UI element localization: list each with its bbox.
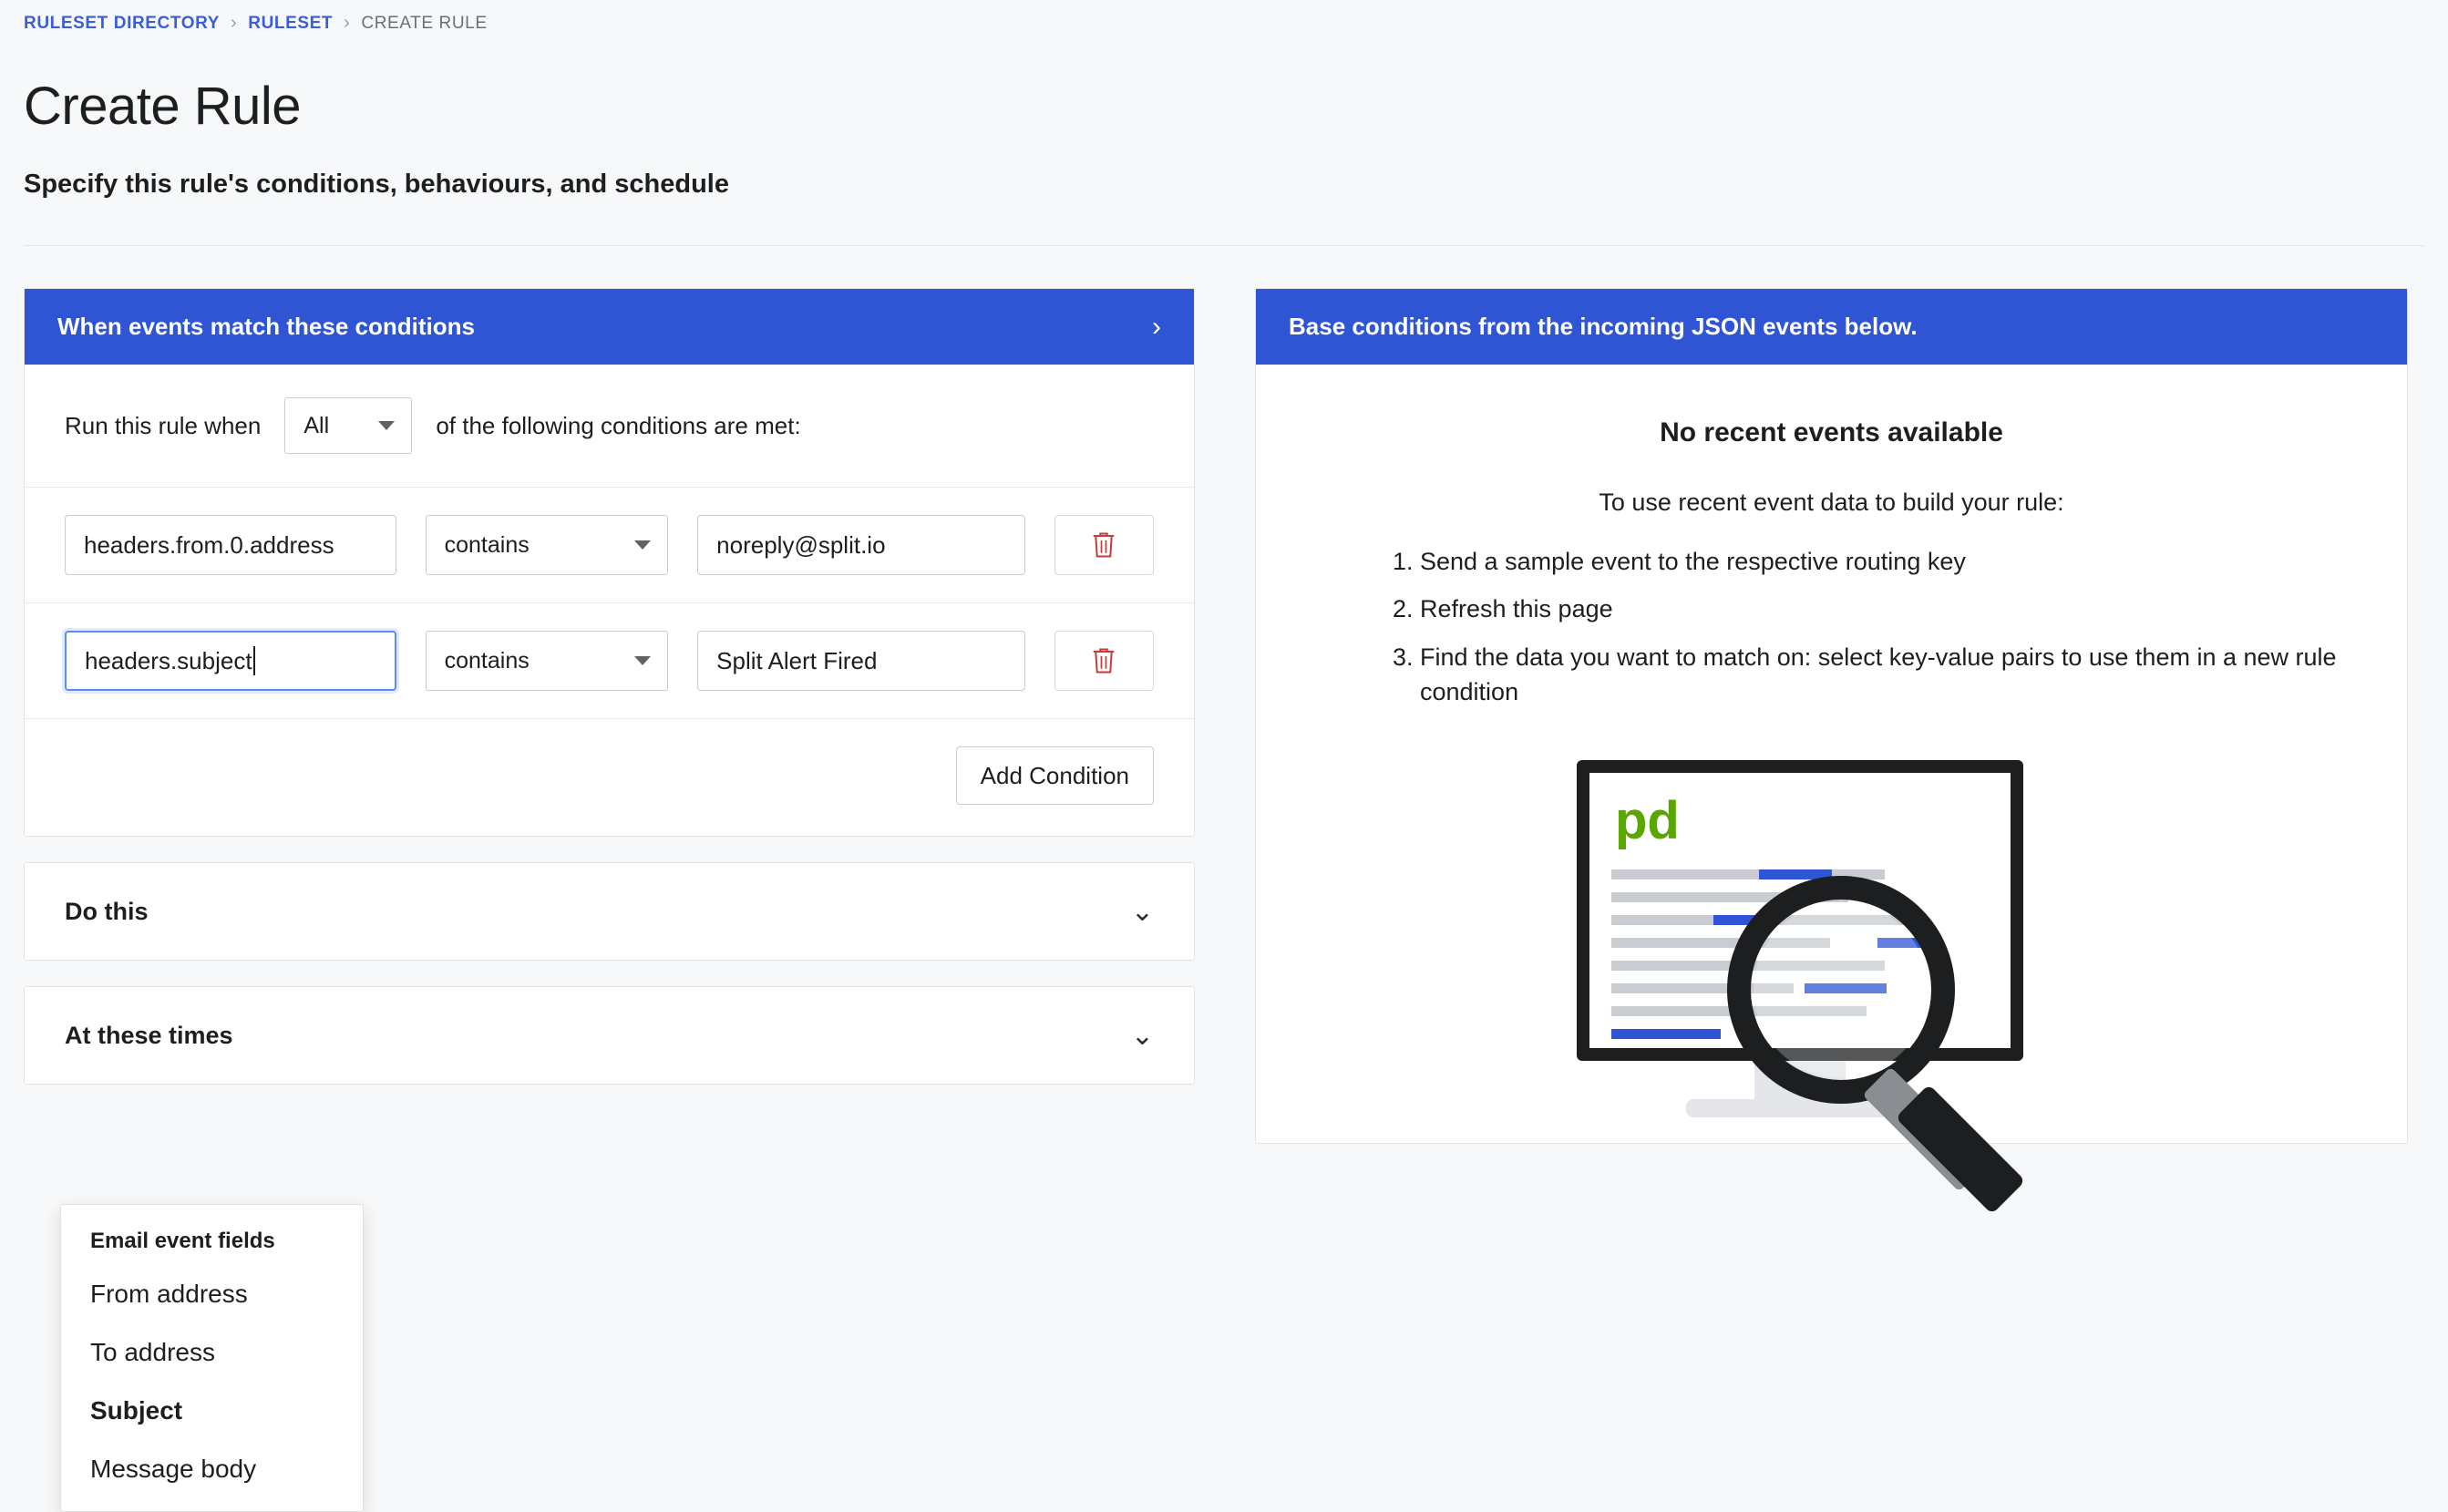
autocomplete-group-label: Email event fields: [90, 1229, 275, 1253]
breadcrumb-item-ruleset[interactable]: RULESET: [248, 13, 334, 33]
condition-key-value: headers.from.0.address: [84, 530, 334, 559]
condition-value-text: Split Alert Fired: [716, 646, 878, 674]
conditions-panel-title: When events match these conditions: [57, 313, 475, 340]
breadcrumb-separator: ›: [344, 13, 351, 33]
list-item: 3. Find the data you want to match on: select key-value pairs to use them in a new rule condition: [1420, 640, 2352, 710]
chevron-down-icon: [634, 540, 651, 550]
add-condition-button[interactable]: Add Condition: [956, 746, 1154, 805]
chevron-down-icon: [634, 656, 651, 665]
trash-icon: [1090, 645, 1117, 676]
field-autocomplete-dropdown[interactable]: [60, 1204, 364, 1512]
autocomplete-item-from-address[interactable]: From address: [90, 1280, 248, 1308]
text-cursor: [253, 646, 255, 675]
trash-icon: [1090, 530, 1117, 561]
empty-state-illustration: [1577, 760, 2087, 1143]
autocomplete-item-to-address[interactable]: To address: [90, 1338, 215, 1366]
breadcrumb-item-create-rule: CREATE RULE: [361, 13, 488, 33]
condition-key-value: headers.subject: [85, 646, 252, 674]
autocomplete-item-message-body[interactable]: Message body: [90, 1455, 257, 1483]
no-events-steps: [1311, 544, 2352, 709]
match-mode-value: All: [303, 412, 330, 438]
events-panel: [1255, 288, 2408, 1144]
conditions-panel: [24, 288, 1195, 837]
condition-row: [25, 603, 1194, 719]
events-column: [1255, 288, 2408, 1144]
at-these-times-panel[interactable]: [24, 986, 1195, 1085]
condition-value-text: noreply@split.io: [716, 530, 886, 559]
list-item: 2. Refresh this page: [1420, 591, 2352, 626]
chevron-right-icon[interactable]: ›: [1152, 311, 1161, 342]
condition-row: [25, 488, 1194, 603]
breadcrumb: [24, 0, 2424, 34]
autocomplete-item-subject[interactable]: Subject: [90, 1396, 183, 1425]
events-panel-header: [1256, 289, 2407, 365]
condition-value-input[interactable]: [697, 631, 1025, 691]
add-condition-row: [25, 719, 1194, 836]
match-mode-select[interactable]: [284, 397, 412, 454]
conditions-panel-header[interactable]: [25, 289, 1194, 365]
monitor-magnifier-illustration: [1577, 760, 2087, 1143]
chevron-down-icon: [378, 421, 395, 430]
no-events-subtitle: To use recent event data to build your rule:: [1599, 489, 2064, 516]
page-title: Create Rule: [24, 77, 301, 136]
content-columns: [24, 288, 2424, 1483]
match-mode-row: [25, 365, 1194, 488]
chevron-down-icon[interactable]: ⌄: [1130, 1020, 1154, 1051]
breadcrumb-item-ruleset-directory[interactable]: RULESET DIRECTORY: [24, 13, 220, 33]
events-panel-body: [1256, 365, 2407, 1143]
condition-operator-select[interactable]: [426, 515, 669, 575]
condition-key-input[interactable]: [65, 631, 396, 691]
header-divider: [24, 245, 2424, 246]
do-this-label: Do this: [65, 897, 149, 925]
breadcrumb-separator: ›: [231, 13, 238, 33]
do-this-panel[interactable]: [24, 862, 1195, 961]
run-rule-prefix-label: Run this rule when: [65, 411, 262, 439]
rule-builder-column: [24, 288, 1195, 1483]
condition-operator-value: contains: [444, 531, 530, 558]
at-these-times-label: At these times: [65, 1021, 233, 1049]
condition-operator-value: contains: [444, 647, 530, 674]
delete-condition-button[interactable]: [1054, 515, 1154, 575]
delete-condition-button[interactable]: [1054, 631, 1154, 691]
no-events-title: No recent events available: [1660, 417, 2003, 447]
condition-operator-select[interactable]: [426, 631, 669, 691]
chevron-down-icon[interactable]: ⌄: [1130, 896, 1154, 927]
run-rule-suffix-label: of the following conditions are met:: [436, 411, 801, 439]
events-panel-title: Base conditions from the incoming JSON events below.: [1289, 313, 1918, 340]
list-item: 1. Send a sample event to the respective routing key: [1420, 544, 2352, 579]
condition-value-input[interactable]: [697, 515, 1025, 575]
condition-key-input[interactable]: [65, 515, 396, 575]
pd-logo-text: pd: [1614, 791, 1680, 851]
page-subtitle: Specify this rule's conditions, behaviours, and schedule: [24, 170, 729, 199]
